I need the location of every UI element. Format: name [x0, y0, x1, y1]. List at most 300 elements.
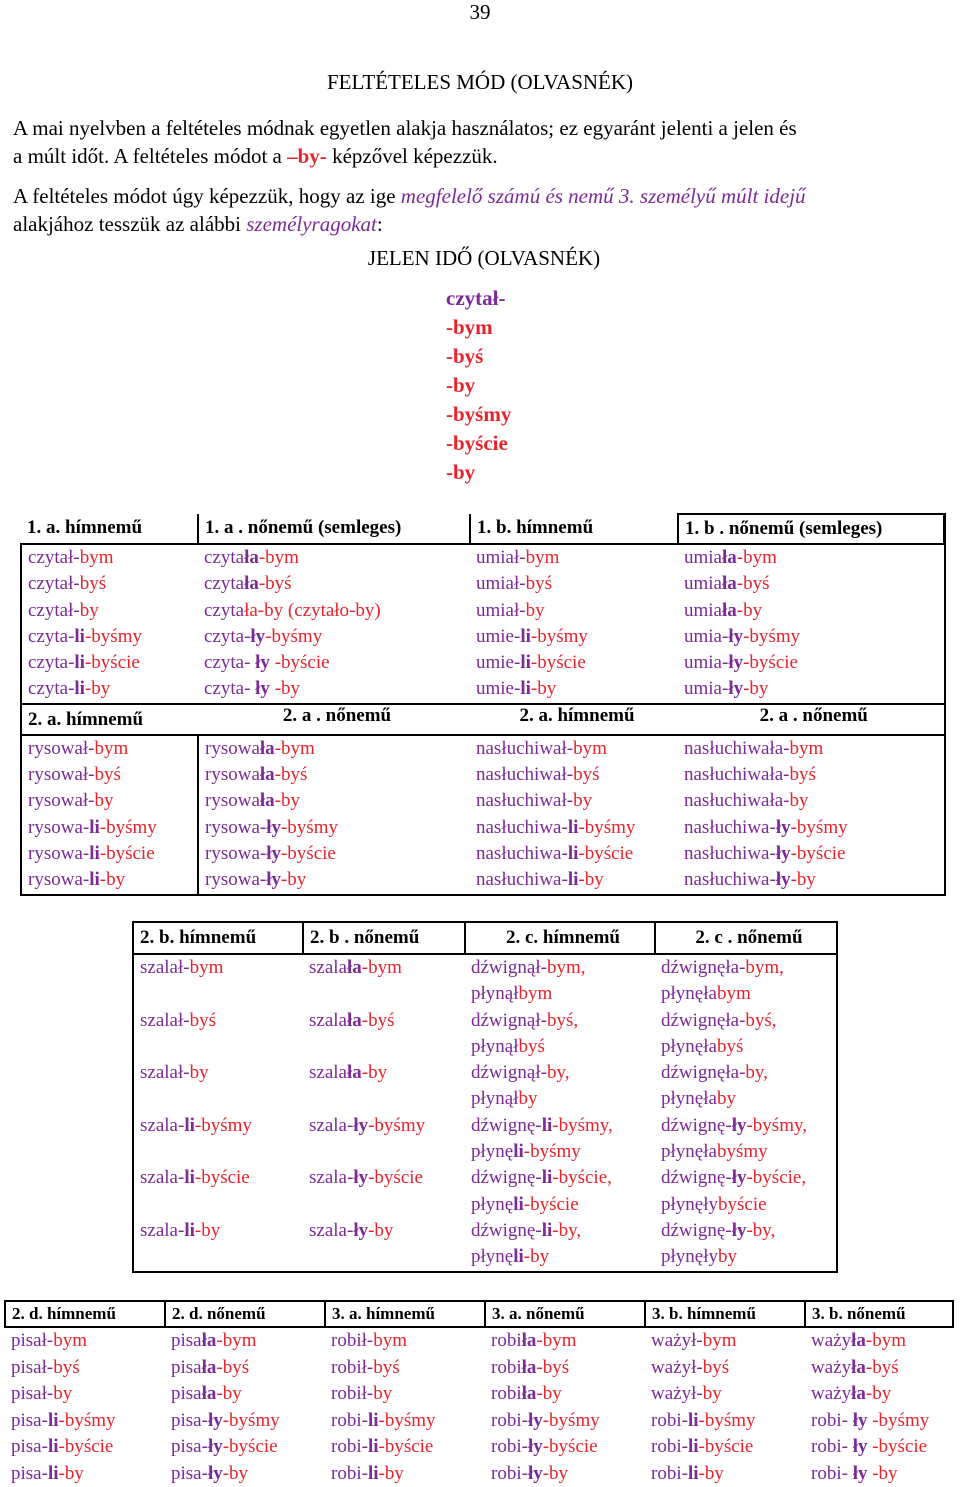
conj-form [476, 841, 678, 867]
conj-form [684, 598, 944, 624]
conj-part: -by [867, 1463, 897, 1484]
conj-cell [655, 954, 837, 1272]
column-header: 1. a . nőnemű (semleges) [198, 514, 470, 544]
conj-cell [678, 544, 945, 704]
conj-cell [5, 1327, 165, 1487]
conj-part: -by [85, 678, 110, 699]
conj-cell [303, 954, 465, 1272]
conj-part: ły [266, 843, 281, 864]
conj-form [28, 736, 197, 762]
conj-part: płynęły [661, 1194, 718, 1215]
conj-part: -byś [362, 1010, 395, 1031]
conj-part: -by [866, 1383, 891, 1404]
conj-form [140, 1218, 303, 1244]
conj-part: umia [684, 573, 722, 594]
conj-part: bym, [547, 957, 586, 978]
conj-form [476, 736, 678, 762]
conj-part: umiał- [476, 600, 526, 621]
conj-part: czyta- [204, 626, 250, 647]
conj-part: czyta [204, 573, 244, 594]
conj-part: ły [728, 626, 743, 647]
column-header: 3. a. nőnemű [485, 1301, 645, 1327]
conj-cell [678, 735, 945, 895]
conj-part: -byśmy [265, 626, 322, 647]
conj-part: -byście [379, 1436, 434, 1457]
conjugation-table-1 [20, 513, 946, 896]
conj-part: li [568, 817, 579, 838]
conj-part: płynęła [661, 1088, 717, 1109]
conj-part: pisa- [171, 1463, 208, 1484]
conj-form [205, 841, 470, 867]
conj-part: -by [379, 1463, 404, 1484]
conj-part: li [74, 626, 85, 647]
conj-part: bym [703, 1330, 737, 1351]
conj-part: nasłuchiwał- [476, 790, 573, 811]
conj-form [204, 571, 470, 597]
conj-form [28, 841, 197, 867]
rule-text-c: alakjához tesszük az alábbi [13, 212, 246, 236]
conj-part: ła [347, 1062, 362, 1083]
conj-part: czyta [204, 600, 244, 621]
conj-part: -byście [867, 1436, 927, 1457]
conj-part: płynęła [661, 983, 717, 1004]
conj-form [331, 1408, 485, 1435]
conj-part: pisa [171, 1357, 202, 1378]
ending-item: -by [446, 458, 511, 487]
column-header: 1. b . nőnemű (semleges) [678, 514, 945, 544]
conj-part: pisa [171, 1383, 202, 1404]
conj-part: -bym [866, 1330, 906, 1351]
ending-item: -byśmy [446, 400, 511, 429]
conj-part: czytał- [28, 600, 80, 621]
conj-part: ła [347, 1010, 362, 1031]
conj-part: by [373, 1383, 392, 1404]
conj-part: rysowa- [28, 817, 89, 838]
conj-part: by [718, 1246, 737, 1267]
conj-part: -byśmy, [746, 1115, 807, 1136]
conj-part: by [790, 790, 809, 811]
conj-part: by [53, 1383, 72, 1404]
conj-part: -by [223, 1463, 248, 1484]
conj-form [140, 1165, 303, 1191]
conj-part: ły [266, 869, 281, 890]
conj-form [309, 1218, 465, 1244]
conj-form [205, 762, 470, 788]
conj-part: li [74, 678, 85, 699]
conj-part: byś [703, 1357, 729, 1378]
section-subtitle: JELEN IDŐ (OLVASNÉK) [0, 246, 960, 271]
conj-part: byś [573, 764, 599, 785]
conj-form [491, 1408, 645, 1435]
conj-form [491, 1461, 645, 1487]
conj-part: robi- [811, 1463, 853, 1484]
conj-part: dźwignę- [661, 1115, 732, 1136]
conj-part: byś [790, 764, 816, 785]
conj-part: -bym [536, 1330, 576, 1351]
conj-part: -byście [743, 652, 798, 673]
conj-form [476, 571, 678, 597]
conj-part: robił- [331, 1383, 373, 1404]
conj-part: pisał- [11, 1357, 53, 1378]
conj-form [471, 1060, 655, 1086]
conj-part: ła [722, 547, 737, 568]
conj-cell [325, 1327, 485, 1487]
conj-form [471, 1034, 655, 1060]
conj-form [651, 1408, 805, 1435]
conj-part: nasłuchiwała- [684, 738, 790, 759]
conj-part: nasłuchiwała- [684, 764, 790, 785]
conj-part: byś [53, 1357, 79, 1378]
conj-part: umie- [476, 626, 520, 647]
conj-form [684, 624, 944, 650]
conj-part: pisa [171, 1330, 202, 1351]
conj-part: bym [94, 738, 128, 759]
conj-part: -byście [100, 843, 155, 864]
conj-part: robił- [331, 1357, 373, 1378]
conj-part: -byśmy [791, 817, 848, 838]
conj-part: ły [528, 1410, 543, 1431]
conj-part: ła [347, 957, 362, 978]
conj-form [11, 1381, 165, 1408]
conj-part: czyta- [28, 626, 74, 647]
conj-part: bym, [745, 957, 784, 978]
conj-form [28, 545, 198, 571]
conj-part: czyta- [204, 652, 255, 673]
conj-part: pisa- [171, 1410, 208, 1431]
conj-part: nasłuchiwa- [476, 869, 568, 890]
conj-part: dźwignęła- [661, 1062, 745, 1083]
conj-part: robi- [651, 1410, 688, 1431]
conj-form [661, 1192, 836, 1218]
page-number: 39 [0, 0, 960, 25]
rule-paragraph [13, 182, 953, 238]
conj-form [204, 598, 470, 624]
conj-part: -by [699, 1463, 724, 1484]
conj-form [491, 1328, 645, 1355]
conj-part: ły [255, 652, 270, 673]
conj-part: -by [743, 678, 768, 699]
conj-part: ły [853, 1410, 868, 1431]
conj-form [471, 1244, 655, 1270]
conj-part: robi [491, 1383, 522, 1404]
conj-form [205, 815, 470, 841]
conj-form [684, 571, 944, 597]
conj-part: pisał- [11, 1330, 53, 1351]
conj-part: -byś [536, 1357, 569, 1378]
conj-part: -byśmy [524, 1141, 581, 1162]
conj-part: ły [732, 1167, 747, 1188]
conj-part: -byście, [552, 1167, 612, 1188]
conj-part: rysowa- [205, 817, 266, 838]
ending-item: -by [446, 371, 511, 400]
conj-form [171, 1381, 325, 1408]
conj-form [471, 1218, 655, 1244]
conj-part: szala [309, 957, 347, 978]
conj-form [204, 545, 470, 571]
conj-form [471, 1165, 655, 1191]
conj-part: -byście [578, 843, 633, 864]
conj-part: szala [309, 1062, 347, 1083]
conj-form [331, 1381, 485, 1408]
conj-part: li [48, 1436, 59, 1457]
conj-part: dźwignął- [471, 1062, 547, 1083]
conj-part: -byście [85, 652, 140, 673]
conj-part: li [568, 869, 579, 890]
conj-part: li [513, 1194, 524, 1215]
conj-part: umiał- [476, 573, 526, 594]
conj-part: -by (czyta [258, 600, 334, 621]
conj-part: rysowa- [205, 869, 266, 890]
conj-part: dźwignął- [471, 957, 547, 978]
conj-form [476, 624, 678, 650]
conj-form [476, 676, 678, 702]
conj-part: -byście [699, 1436, 754, 1457]
conj-form [476, 545, 678, 571]
conj-form [811, 1408, 953, 1435]
conj-form [684, 841, 944, 867]
conj-part: li [89, 843, 100, 864]
conj-cell [485, 1327, 645, 1487]
column-header: 1. b. hímnemű [470, 514, 678, 544]
conjugation-table-2 [132, 921, 838, 1273]
conj-part: ła [851, 1357, 866, 1378]
conj-part: ważył- [651, 1330, 703, 1351]
conj-form [651, 1461, 805, 1487]
conj-form [171, 1355, 325, 1382]
conj-part: -byśmy [699, 1410, 756, 1431]
conj-part: dźwignę- [661, 1167, 732, 1188]
conj-part: -byśmy [578, 817, 635, 838]
conj-part: -byście [524, 1194, 579, 1215]
conj-cell [21, 735, 198, 895]
conj-form [331, 1434, 485, 1461]
conj-form [476, 650, 678, 676]
conj-part: li [520, 678, 531, 699]
conj-part: by [717, 1088, 736, 1109]
rule-text-a: A feltételes módot úgy képezzük, hogy az ige [13, 184, 401, 208]
conj-form [471, 981, 655, 1007]
conj-part: płynęła [661, 1141, 717, 1162]
conj-part: li [184, 1167, 195, 1188]
conj-part: rysowa- [205, 843, 266, 864]
conj-part: li [48, 1410, 59, 1431]
ending-item: -byście [446, 429, 511, 458]
conj-part: by [703, 1383, 722, 1404]
conj-part: -bym [259, 547, 299, 568]
ending-item: -byś [446, 342, 511, 371]
conj-part: byś [519, 1036, 545, 1057]
conj-part: robi- [811, 1436, 853, 1457]
conj-part: -by [524, 1246, 549, 1267]
conj-part: płynę [471, 1194, 513, 1215]
conj-part: ła [722, 573, 737, 594]
intro-paragraph [13, 114, 953, 170]
conj-part: dźwignę- [471, 1115, 542, 1136]
conj-part: li [520, 626, 531, 647]
intro-line-2 [13, 142, 953, 170]
conj-part: czyta- [204, 678, 255, 699]
conj-part: pisa- [11, 1463, 48, 1484]
conj-form [661, 981, 836, 1007]
conj-part: bym [519, 983, 553, 1004]
rule-text-b: megfelelő számú és nemű 3. személyű múlt idejű [401, 184, 806, 208]
conj-form [11, 1355, 165, 1382]
conj-part: czyta- [28, 678, 74, 699]
conj-part: waży [811, 1383, 851, 1404]
conj-cell [21, 544, 198, 704]
conj-part: dźwignęła- [661, 1010, 745, 1031]
conj-form [331, 1461, 485, 1487]
conj-part: ła [722, 600, 737, 621]
conj-part: -by [281, 869, 306, 890]
conj-form [811, 1434, 953, 1461]
conj-part: nasłuchiwał- [476, 738, 573, 759]
conj-part: ła [851, 1383, 866, 1404]
conj-part: -by) [349, 600, 381, 621]
rule-text-e: : [377, 212, 383, 236]
conj-form [204, 624, 470, 650]
conj-part: -byście [791, 843, 846, 864]
conj-part: ła [202, 1330, 217, 1351]
conj-part: ły [528, 1463, 543, 1484]
conj-part: li [368, 1463, 379, 1484]
conj-cell [645, 1327, 805, 1487]
conj-part: li [688, 1463, 699, 1484]
conj-part: li [542, 1115, 553, 1136]
conj-part: -bym [737, 547, 777, 568]
conj-part: -by [216, 1383, 241, 1404]
conj-part: -byście [59, 1436, 114, 1457]
conj-part: szalał- [140, 957, 190, 978]
conj-part: dźwignął- [471, 1010, 547, 1031]
conj-part: ły [353, 1167, 368, 1188]
conj-form [651, 1434, 805, 1461]
conj-part: ły [776, 869, 791, 890]
conj-part: waży [811, 1357, 851, 1378]
column-header: 2. a . nőnemű [198, 704, 470, 735]
conj-form [811, 1381, 953, 1408]
conj-part: robi- [331, 1410, 368, 1431]
conj-form [684, 815, 944, 841]
conj-part: li [184, 1115, 195, 1136]
conj-part: byś [373, 1357, 399, 1378]
conj-part: robi- [491, 1436, 528, 1457]
conj-part: -byśmy [531, 626, 588, 647]
conj-part: dźwignę- [661, 1220, 732, 1241]
column-header: 3. b. nőnemű [805, 1301, 953, 1327]
conj-form [28, 571, 198, 597]
conj-part: nasłuchiwa- [684, 843, 776, 864]
conj-part: ły [776, 843, 791, 864]
conj-form [476, 598, 678, 624]
conj-form [28, 762, 197, 788]
conj-part: pisa- [11, 1410, 48, 1431]
conj-form [204, 676, 470, 702]
conj-part: bym [53, 1330, 87, 1351]
conj-part: płynę [471, 1141, 513, 1162]
column-header: 2. a . nőnemű [678, 704, 945, 735]
conj-form [331, 1328, 485, 1355]
conj-part: szala- [140, 1220, 184, 1241]
conj-form [661, 1244, 836, 1270]
intro-line-1: A mai nyelvben a feltételes módnak egyetlen alakja használatos; ez egyaránt jelenti a jelen és [13, 114, 953, 142]
conj-form [204, 650, 470, 676]
conj-part: li [568, 843, 579, 864]
conj-part: ła [522, 1383, 537, 1404]
conj-part: szala- [140, 1167, 184, 1188]
conj-part: umia- [684, 652, 728, 673]
conj-part: pisa- [11, 1436, 48, 1457]
conj-part: rysowa- [28, 869, 89, 890]
conj-part: -by [368, 1220, 393, 1241]
conj-part: -by [59, 1463, 84, 1484]
conj-part: -byśmy [85, 626, 142, 647]
conj-part: rysowa- [28, 843, 89, 864]
conj-part: li [184, 1220, 195, 1241]
conj-cell [198, 544, 470, 704]
conj-part: płynęła [661, 1036, 717, 1057]
conj-form [661, 1060, 836, 1086]
conj-part: -byśmy [368, 1115, 425, 1136]
conj-form [684, 650, 944, 676]
conj-part: byś [526, 573, 552, 594]
conj-part: byś [94, 764, 120, 785]
conj-part: li [688, 1436, 699, 1457]
conj-form [684, 676, 944, 702]
conj-part: -byś [216, 1357, 249, 1378]
page-title: FELTÉTELES MÓD (OLVASNÉK) [0, 70, 960, 95]
conj-part: bym [526, 547, 560, 568]
conj-part: li [513, 1246, 524, 1267]
conj-part: by [519, 1088, 538, 1109]
conj-form [28, 650, 198, 676]
conj-part: bym [373, 1330, 407, 1351]
conj-form [811, 1461, 953, 1487]
conj-form [661, 1139, 836, 1165]
conj-part: by [80, 600, 99, 621]
conj-part: robi- [651, 1463, 688, 1484]
conj-part: by [190, 1062, 209, 1083]
conj-part: by [573, 790, 592, 811]
conj-part: li [89, 817, 100, 838]
conj-part: rysował- [28, 738, 94, 759]
conj-part: robi- [651, 1436, 688, 1457]
conj-part: -by [543, 1463, 568, 1484]
conj-form [661, 1034, 836, 1060]
conj-part: ły [208, 1410, 223, 1431]
conj-part: szalał- [140, 1010, 190, 1031]
conj-part: li [48, 1463, 59, 1484]
conj-part: płynął [471, 1036, 519, 1057]
conj-part: ła [260, 738, 275, 759]
conj-form [140, 1113, 303, 1139]
conj-part: ły [208, 1463, 223, 1484]
conj-part: -by [270, 678, 300, 699]
conj-part: bym [573, 738, 607, 759]
conj-part: rysowa [205, 738, 260, 759]
ending-stem: czytał- [446, 284, 511, 313]
ending-item: -bym [446, 313, 511, 342]
conj-form [11, 1328, 165, 1355]
conj-part: ły [255, 678, 270, 699]
conj-form [171, 1408, 325, 1435]
conj-part: umia- [684, 626, 728, 647]
conj-part: ła [244, 600, 258, 621]
conj-part: ła [202, 1357, 217, 1378]
conj-part: płynął [471, 983, 519, 1004]
conj-part: szala- [309, 1167, 353, 1188]
conj-cell [165, 1327, 325, 1487]
